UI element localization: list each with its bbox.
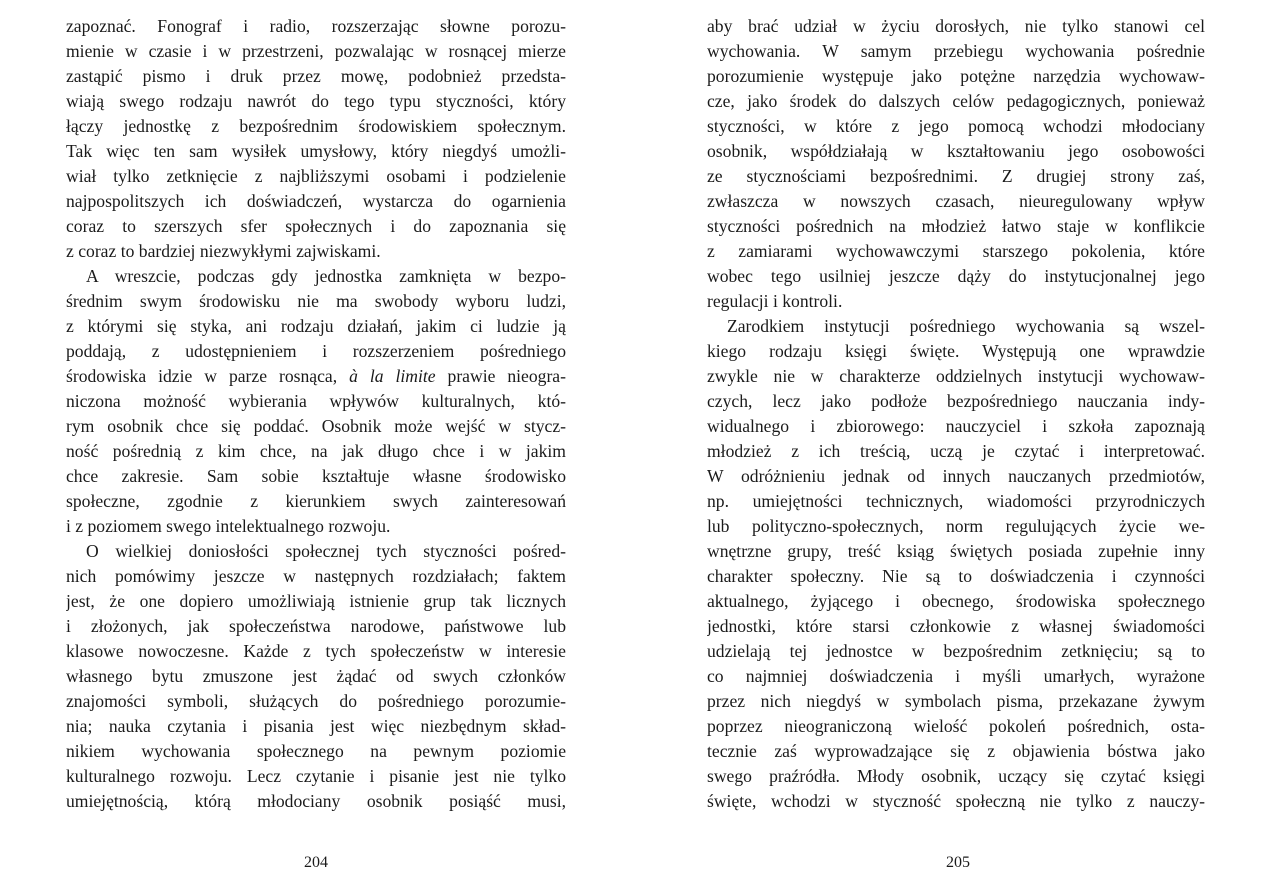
text-line: mienie w czasie i w przestrzeni, pozwalając w rosnącej mierze bbox=[66, 41, 566, 61]
text-line: młodzież z ich treścią, uczą je czytać i interpretować. bbox=[707, 441, 1205, 461]
text-line: poprzez nieograniczoną wielość pokoleń pośrednich, osta- bbox=[707, 716, 1205, 736]
text-line: coraz to szerszych sfer społecznych i do zapoznania się bbox=[66, 216, 566, 236]
text-line: A wreszcie, podczas gdy jednostka zamknięta w bezpo- bbox=[86, 266, 566, 286]
text-line: Tak więc ten sam wysiłek umysłowy, który niegdyś umożli- bbox=[66, 141, 566, 161]
text-line: aby brać udział w życiu dorosłych, nie tylko stanowi cel bbox=[707, 16, 1205, 36]
text-line: środowiska idzie w parze rosnąca, à la limite prawie nieogra- bbox=[66, 366, 566, 386]
text-line: społeczne, zgodnie z kierunkiem swych zainteresowań bbox=[66, 491, 566, 511]
text-line: wiał tylko zetknięcie z najbliższymi osobami i podzielenie bbox=[66, 166, 566, 186]
text-line: zwłaszcza w nowszych czasach, nieuregulowany wpływ bbox=[707, 191, 1205, 211]
text-line: lub polityczno-społecznych, norm regulujących życie we- bbox=[707, 516, 1205, 536]
right-page-number: 205 bbox=[946, 854, 970, 871]
text-line: regulacji i kontroli. bbox=[707, 291, 843, 311]
text-line: ność pośrednią z kim chce, na jak długo chce i w jakim bbox=[66, 441, 566, 461]
text-line: średnim swym środowisku nie ma swobody wyboru ludzi, bbox=[66, 291, 566, 311]
text-line: styczności, w które z jego pomocą wchodzi młodociany bbox=[707, 116, 1205, 136]
text-line: co najmniej doświadczenia i myśli umarłych, wyrażone bbox=[707, 666, 1205, 686]
left-page-number: 204 bbox=[304, 854, 328, 871]
text-line: z którymi się styka, ani rodzaju działań, jakim ci ludzie ją bbox=[66, 316, 566, 336]
text-line: chce zakresie. Sam sobie kształtuje własne środowisko bbox=[66, 466, 566, 486]
right-page bbox=[707, 14, 1205, 814]
text-line: najpospolitszych ich doświadczeń, wystarcza do ogarnienia bbox=[66, 191, 566, 211]
text-line: umiejętnością, którą młodociany osobnik posiąść musi, bbox=[66, 791, 566, 811]
text-line: wychowania. W samym przebiegu wychowania pośrednie bbox=[707, 41, 1205, 61]
text-line: klasowe nowoczesne. Każde z tych społeczeństw w interesie bbox=[66, 641, 566, 661]
text-line: zwykle nie w charakterze oddzielnych instytucji wychowaw- bbox=[707, 366, 1205, 386]
text-line: tecznie zaś wyprowadzające się z objawienia bóstwa jako bbox=[707, 741, 1205, 761]
text-line: ze stycznościami bezpośrednimi. Z drugiej strony zaś, bbox=[707, 166, 1205, 186]
text-line: np. umiejętności technicznych, wiadomości przyrodniczych bbox=[707, 491, 1205, 511]
text-line: kiego rodzaju księgi święte. Występują one wprawdzie bbox=[707, 341, 1205, 361]
text-line: niczona możność wybierania wpływów kulturalnych, któ- bbox=[66, 391, 566, 411]
text-line: kulturalnego rozwoju. Lecz czytanie i pisanie jest nie tylko bbox=[66, 766, 566, 786]
text-line: udzielają tej jednostce w bezpośrednim zetknięciu; są to bbox=[707, 641, 1205, 661]
text-line: wiają swego rodzaju nawrót do tego typu styczności, który bbox=[66, 91, 566, 111]
text-line: wnętrzne grupy, treść ksiąg świętych posiada zupełnie inny bbox=[707, 541, 1205, 561]
text-line: porozumienie występuje jako potężne narzędzia wychowaw- bbox=[707, 66, 1205, 86]
text-line: rym osobnik chce się poddać. Osobnik może wejść w stycz- bbox=[66, 416, 566, 436]
left-page bbox=[66, 14, 566, 814]
text-line: jest, że one dopiero umożliwiają istnienie grup tak licznych bbox=[66, 591, 566, 611]
text-line: cze, jako środek do dalszych celów pedagogicznych, ponieważ bbox=[707, 91, 1205, 111]
text-line: wobec tego usilniej jeszcze dąży do instytucjonalnej jego bbox=[707, 266, 1205, 286]
text-line: z coraz to bardziej niezwykłymi zajwiskami. bbox=[66, 241, 381, 261]
text-line: przez nich niegdyś w symbolach pisma, przekazane żywym bbox=[707, 691, 1205, 711]
text-line: nia; nauka czytania i pisania jest więc niezbędnym skład- bbox=[66, 716, 566, 736]
text-line: poddają, z udostępnieniem i rozszerzeniem pośredniego bbox=[66, 341, 566, 361]
text-line: nikiem wychowania społecznego na pewnym poziomie bbox=[66, 741, 566, 761]
text-line: święte, wchodzi w styczność społeczną nie tylko z nauczy- bbox=[707, 791, 1205, 811]
text-line: i złożonych, jak społeczeństwa narodowe, państwowe lub bbox=[66, 616, 566, 636]
text-line: znajomości symboli, służących do pośredniego porozumie- bbox=[66, 691, 566, 711]
text-line: aktualnego, żyjącego i obecnego, środowiska społecznego bbox=[707, 591, 1205, 611]
text-line: widualnego i zbiorowego: nauczyciel i szkoła zapoznają bbox=[707, 416, 1205, 436]
text-line: zapoznać. Fonograf i radio, rozszerzając słowne porozu- bbox=[66, 16, 566, 36]
text-line: jednostki, które starsi członkowie z własnej świadomości bbox=[707, 616, 1205, 636]
text-line: czych, lecz jako podłoże bezpośredniego nauczania indy- bbox=[707, 391, 1205, 411]
text-line: charakter społeczny. Nie są to doświadczenia i czynności bbox=[707, 566, 1205, 586]
text-line: O wielkiej doniosłości społecznej tych styczności pośred- bbox=[86, 541, 566, 561]
text-line: styczności pośrednich na młodzież łatwo staje w konflikcie bbox=[707, 216, 1205, 236]
text-line: W odróżnieniu jednak od innych nauczanych przedmiotów, bbox=[707, 466, 1205, 486]
text-line: swego praźródła. Młody osobnik, uczący się czytać księgi bbox=[707, 766, 1205, 786]
text-line: osobnik, współdziałają w kształtowaniu jego osobowości bbox=[707, 141, 1205, 161]
text-line: Zarodkiem instytucji pośredniego wychowania są wszel- bbox=[727, 316, 1205, 336]
text-line: z zamiarami wychowawczymi starszego pokolenia, które bbox=[707, 241, 1205, 261]
text-line: i z poziomem swego intelektualnego rozwoju. bbox=[66, 516, 391, 536]
italic-phrase: à la limite bbox=[349, 366, 436, 386]
text-line: własnego bytu zmuszone jest żądać od swych członków bbox=[66, 666, 566, 686]
text-line: nich pomówimy jeszcze w następnych rozdziałach; faktem bbox=[66, 566, 566, 586]
text-line: łączy jednostkę z bezpośrednim środowiskiem społecznym. bbox=[66, 116, 566, 136]
text-line: zastąpić pismo i druk przez mowę, podobnież przedsta- bbox=[66, 66, 566, 86]
